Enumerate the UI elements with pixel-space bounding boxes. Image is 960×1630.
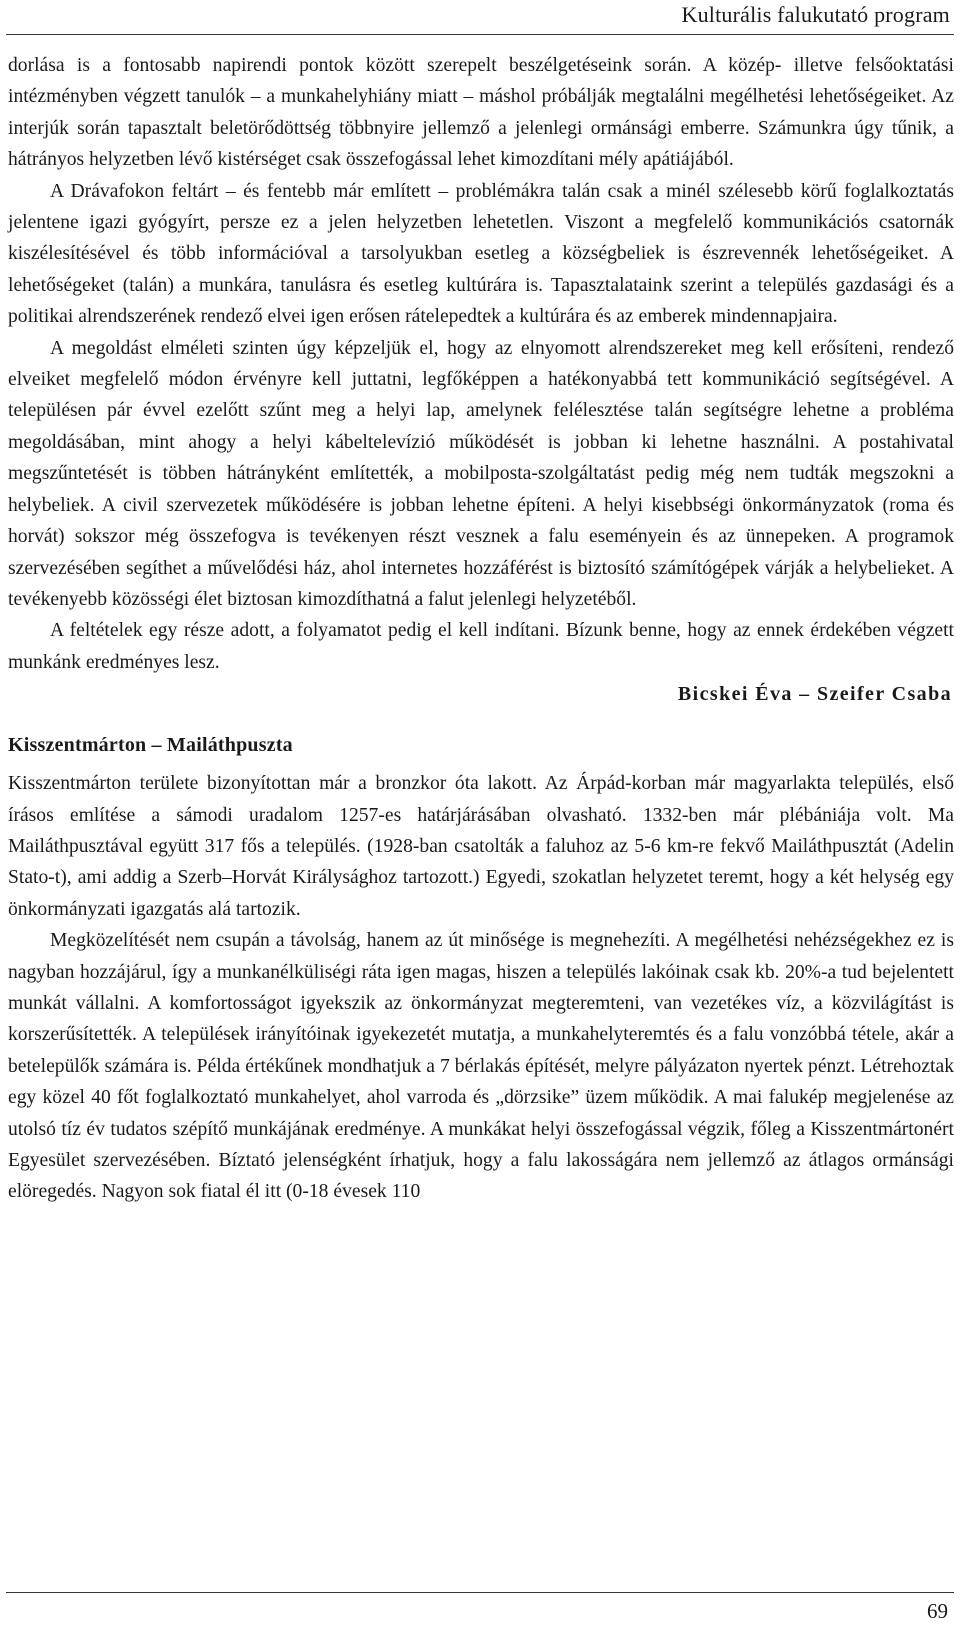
- paragraph: Megközelítését nem csupán a távolság, hanem az út minősége is megnehezíti. A megélhetési nehézségekhez ez is nagyban hozzájárul, így a munkanélküliségi ráta igen magas, hiszen a település lakóinak csak kb. 20%-a tud bejelentett munkát vállalni. A komfortosságot igyekszik az önkormányzat megteremteni, van vezetékes víz, a közvilágítást is korszerűsítették. A települések irányítóinak igyekezetét mutatja, a munkahelyteremtés és a falu vonzóbbá tétele, akár a betelepülők számára is. Példa értékűnek mondhatjuk a 7 bérlakás építését, melyre pályázaton nyertek pénzt. Létrehoztak egy közel 40 főt foglalkoztató munkahelyet, ahol varroda és „dörzsike” üzem működik. A mai falukép megjelenése az utolsó tíz év tudatos szépítő munkájának eredménye. A munkákat helyi összefogással végzik, főleg a Kisszentmártonért Egyesület szervezésében. Bíztató jelenségként írhatjuk, hogy a falu lakosságára nem jellemző az átlagos ormánsági elöregedés. Nagyon sok fiatal él itt (0-18 évesek 110: [8, 930, 954, 1203]
- section-title: Kisszentmárton – Mailáthpuszta: [8, 734, 293, 757]
- header-rule: [6, 34, 954, 35]
- paragraph: A Drávafokon feltárt – és fentebb már említett – problémákra talán csak a minél szélesebb körű foglalkoztatás jelentene igazi gyógyírt, persze ez a jelen helyzetben lehetetlen. Viszont a megfelelő kommunikációs csatornák kiszélesítésével és több információval a tarsolyukban esetleg a községbeliek is észrevennék lehetőségeiket. A lehetőségeket (talán) a munkára, tanulásra és esetleg kultúrára is. Tapasztalataink szerint a település gazdasági és a politikai alrendszerének rendező elvei igen erősen rátelepedtek a kultúrára és az emberek mindennapjaira.: [8, 180, 954, 328]
- paragraph: dorlása is a fontosabb napirendi pontok között szerepelt beszélgetéseink során. A közép- illetve felsőoktatási intézményben végzett tanulók – a munkahelyhiány miatt – máshol próbálják megtalálni megélhetési lehetőségeiket. Az interjúk során tapasztalt beletörődöttség többnyire jellemző a jelenlegi ormánsági emberre. Számunkra úgy tűnik, a hátrányos helyzetben lévő kistérséget csak összefogással lehet kimozdítani mély apátiájából.: [8, 55, 954, 171]
- author-signature: Bicskei Éva – Szeifer Csaba: [677, 683, 952, 706]
- running-header-title: Kulturális falukutató program: [681, 2, 950, 27]
- paragraph: Kisszentmárton területe bizonyítottan már a bronzkor óta lakott. Az Árpád-korban már magyarlakta település, első írásos említése a sámodi uradalom 1257-es határjárásában olvasható. 1332-ben már plébániája volt. Ma Mailáthpusztával együtt 317 fős a település. (1928-ban csatolták a faluhoz az 5-6 km-re fekvő Mailáthpusztát (Adelin Stato-t), ami addig a Szerb–Horvát Királysághoz tartozott.) Egyedi, szokatlan helyzetet teremt, hogy a két helység egy önkormányzati igazgatás alá tartozik.: [8, 773, 954, 920]
- paragraph: A feltételek egy része adott, a folyamatot pedig el kell indítani. Bízunk benne, hogy az ennek érdekében végzett munkánk eredményes lesz.: [8, 620, 954, 673]
- page-content: [8, 50, 954, 1208]
- footer-rule: [6, 1592, 954, 1593]
- page-number: 69: [927, 1599, 948, 1623]
- paragraph: A megoldást elméleti szinten úgy képzeljük el, hogy az elnyomott alrendszereket meg kell erősíteni, rendező elveiket megfelelő módon érvényre kell juttatni, legfőképpen a hatékonyabbá tett kommunikáció segítségével. A településen pár évvel ezelőtt szűnt meg a helyi lap, amelynek felélesztése talán segítségre lehetne a probléma megoldásában, mint ahogy a helyi kábeltelevízió működését is jobban ki lehetne használni. A postahivatal megszűntetését is többen hátrányként említették, a mobilposta-szolgáltatást pedig még nem tudták megszokni a helybeliek. A civil szervezetek működésére is jobban lehetne építeni. A helyi kisebbségi önkormányzatok (roma és horvát) sokszor még összefogva is tevékenyen részt vesznek a falu eseményein és az ünnepeken. A programok szervezésében segíthet a művelődési ház, ahol internetes hozzáférést is biztosító számítógépek várják a helybelieket. A tevékenyebb közösségi élet biztosan kimozdíthatná a falut jelenlegi helyzetéből.: [8, 337, 954, 610]
